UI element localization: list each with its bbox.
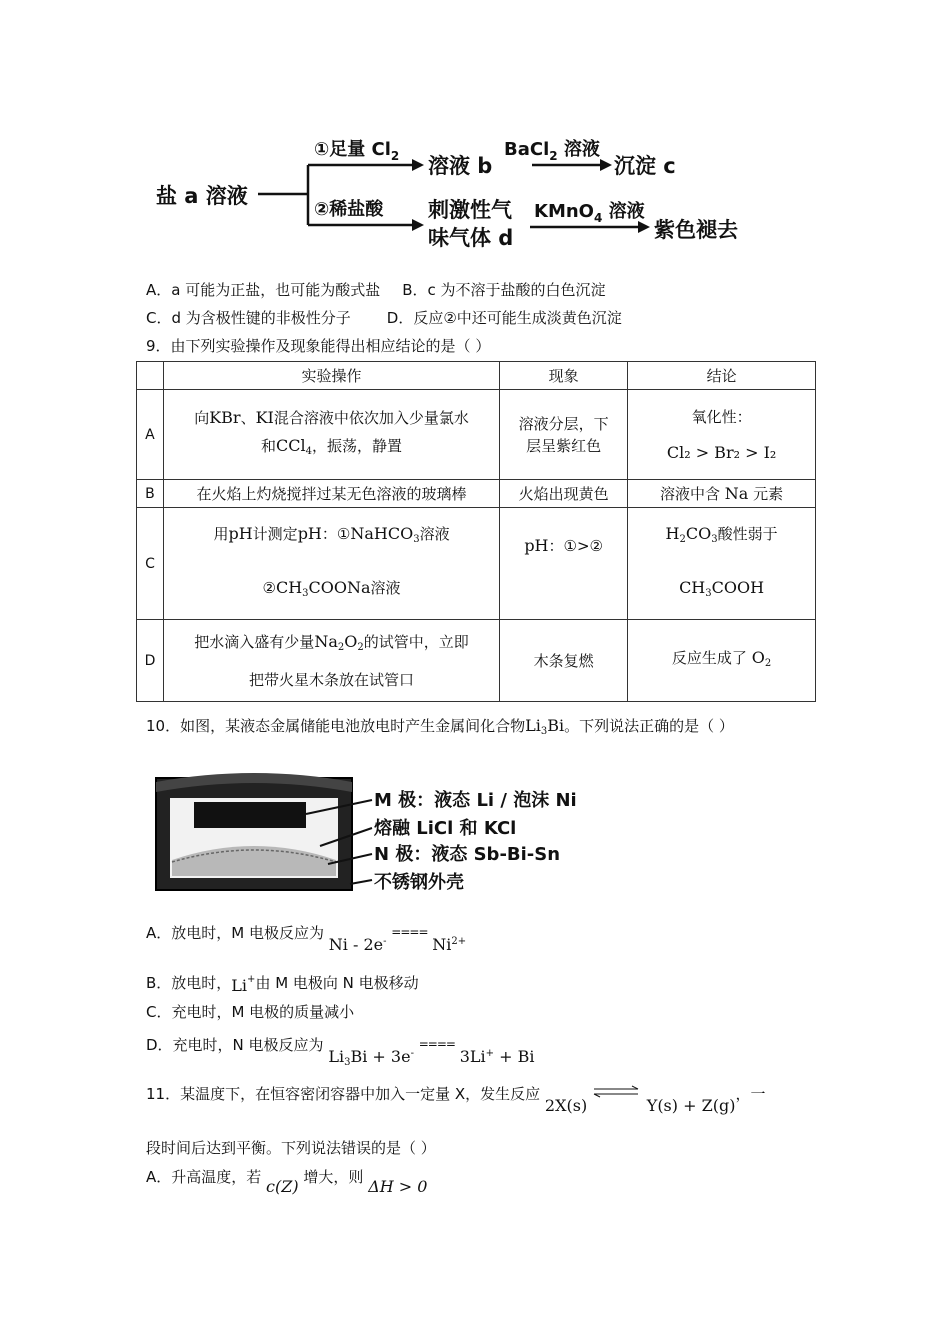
q11-option-a[interactable]: A．升高温度，若 c(Z) 增大，则 ΔH > 0 <box>146 1168 428 1196</box>
table-row <box>137 390 816 480</box>
flow-reagent-cl2: ①足量 $Cl_2$ <box>314 139 400 163</box>
row-label-b[interactable]: B <box>137 480 164 508</box>
table-row <box>137 480 816 508</box>
battery-label-n-electrode: N 极：液态 Sb-Bi-Sn <box>374 844 561 865</box>
q8-option-b[interactable]: B．c 为不溶于盐酸的白色沉淀 <box>402 281 606 299</box>
q10-option-c[interactable]: C．充电时，M 电极的质量减小 <box>146 1003 355 1021</box>
row-c-conclusion: $H_2CO_3$酸性弱于 $CH_3COOH$ <box>628 508 816 620</box>
flow-precipitate-c: 沉淀 c <box>614 154 676 178</box>
equilibrium-arrow-icon <box>592 1085 642 1099</box>
row-label-d[interactable]: D <box>137 620 164 702</box>
q8-option-d[interactable]: D．反应②中还可能生成淡黄色沉淀 <box>386 309 622 327</box>
reaction-flow-diagram <box>150 125 770 265</box>
flow-start-label: 盐 a 溶液 <box>156 184 248 208</box>
q8-option-a[interactable]: A．a 可能为正盐，也可能为酸式盐 <box>146 281 381 299</box>
row-label-c[interactable]: C <box>137 508 164 620</box>
q8-options-row1 <box>146 280 606 300</box>
row-label-a[interactable]: A <box>137 390 164 480</box>
battery-diagram <box>150 762 610 900</box>
table-header-operation: 实验操作 <box>163 362 499 390</box>
flow-gas-d-line2: 味气体 d <box>428 226 514 250</box>
flow-reagent-kmno4: KMnO$_4$ 溶液 <box>534 201 645 225</box>
table-header-phenomenon: 现象 <box>500 362 628 390</box>
flow-solution-b: 溶液 b <box>428 154 493 178</box>
row-d-conclusion: 反应生成了 $O_2$ <box>628 620 816 702</box>
q10-option-a[interactable]: A．放电时，M 电极反应为 Ni - 2e- ==== $Ni^{2+}$ <box>146 924 467 954</box>
q11-stem-line2: 段时间后达到平衡。下列说法错误的是（ ） <box>146 1139 436 1157</box>
q9-stem: 9．由下列实验操作及现象能得出相应结论的是（ ） <box>146 337 491 355</box>
q9-experiment-table <box>136 361 816 702</box>
table-row <box>137 508 816 620</box>
row-c-phenomenon: pH：①>② <box>500 508 628 620</box>
q10-option-d[interactable]: D．充电时，N 电极反应为 $Li_3Bi + 3e^-$ ==== 3Li+ + Bi <box>146 1036 535 1068</box>
flow-purple-fades: 紫色褪去 <box>654 218 738 242</box>
row-a-operation: 向KBr、KI混合溶液中依次加入少量氯水 和CCl$_4$，振荡，静置 <box>163 390 499 480</box>
q10-stem: 10．如图，某液态金属储能电池放电时产生金属间化合物$Li_3Bi$。下列说法正确的是（ ） <box>146 716 734 737</box>
row-b-operation: 在火焰上灼烧搅拌过某无色溶液的玻璃棒 <box>163 480 499 508</box>
q8-option-c[interactable]: C．d 为含极性键的非极性分子 <box>146 309 351 327</box>
table-row <box>137 620 816 702</box>
q8-options-row2 <box>146 308 622 328</box>
q11-stem-line1: 11．某温度下，在恒容密闭容器中加入一定量 X，发生反应 2X(s) Y(s) + Z(g)，一 <box>146 1085 766 1115</box>
row-d-phenomenon: 木条复燃 <box>500 620 628 702</box>
flow-gas-d-line1: 刺激性气 <box>428 198 512 222</box>
battery-label-m-electrode: M 极：液态 Li / 泡沫 Ni <box>374 790 577 811</box>
row-c-operation: 用pH计测定pH：①NaHCO$_3$溶液 $②CH_3COONa$溶液 <box>163 508 499 620</box>
table-header-conclusion: 结论 <box>628 362 816 390</box>
row-a-phenomenon: 溶液分层，下 层呈紫红色 <box>500 390 628 480</box>
battery-label-shell: 不锈钢外壳 <box>374 872 464 893</box>
row-d-operation: 把水滴入盛有少量$Na_2O_2$的试管中，立即 把带火星木条放在试管口 <box>163 620 499 702</box>
row-a-conclusion: 氧化性： Cl₂ > Br₂ > I₂ <box>628 390 816 480</box>
table-header-empty <box>137 362 164 390</box>
q10-option-b[interactable]: B．放电时，Li+由 M 电极向 N 电极移动 <box>146 974 419 995</box>
flow-reagent-hcl: ②稀盐酸 <box>314 199 384 220</box>
table-header-row <box>137 362 816 390</box>
row-b-conclusion: 溶液中含 Na 元素 <box>628 480 816 508</box>
flow-reagent-bacl2: BaCl$_2$ 溶液 <box>504 139 600 163</box>
row-b-phenomenon: 火焰出现黄色 <box>500 480 628 508</box>
battery-label-electrolyte: 熔融 LiCl 和 KCl <box>374 818 517 839</box>
